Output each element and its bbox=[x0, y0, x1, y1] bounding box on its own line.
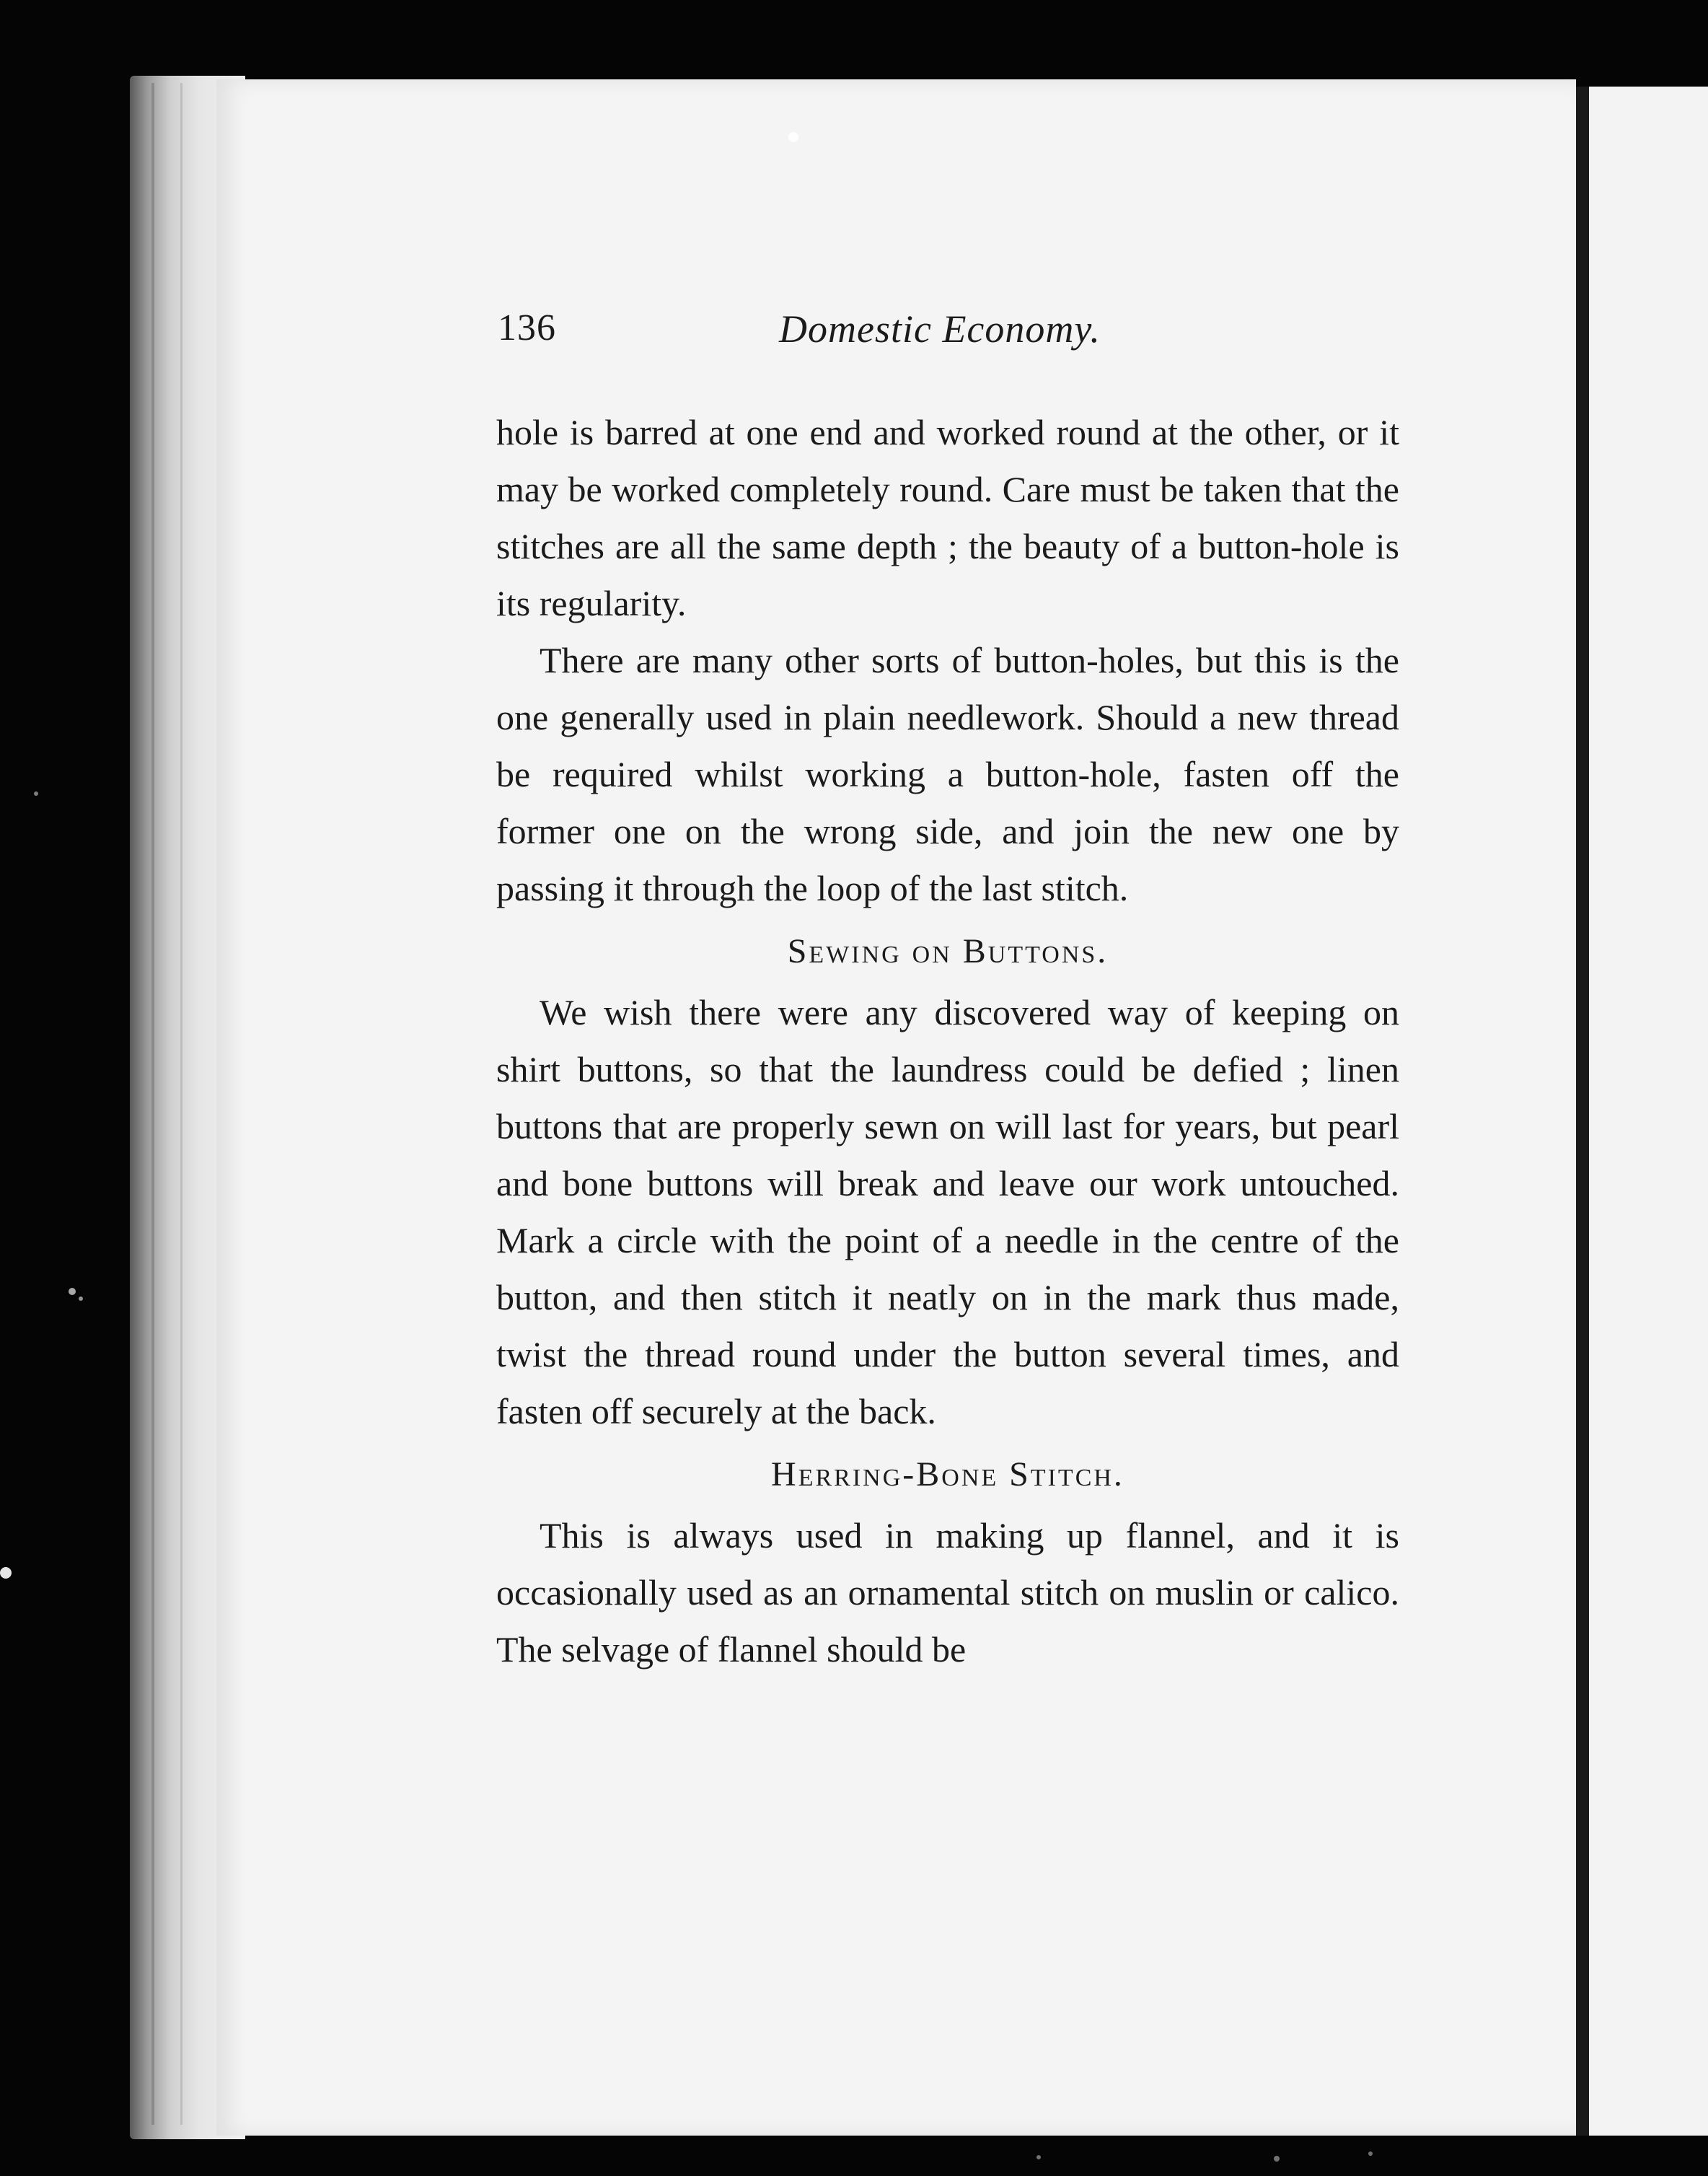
body-paragraph: There are many other sorts of button-holes, but this is the one generally used in plain needlework. Should a new thread be required whilst working a button-hole, fasten off the former one on the wrong side, and join the new one by passing it through the loop of the last stitch. bbox=[496, 640, 1399, 908]
page-number: 136 bbox=[498, 307, 556, 348]
body-paragraph: We wish there were any discovered way of keeping on shirt buttons, so that the laundress could be defied ; linen buttons that are properly sewn on will last for years, but pearl and bone buttons will break and leave our work untouched. Mark a circle with the point of a needle in the centre of the button, and then stitch it neatly on in the mark thus made, twist the thread round under the button several times, and fasten off securely at the back. bbox=[496, 992, 1399, 1431]
running-title: Domestic Economy. bbox=[779, 307, 1101, 351]
book-gutter bbox=[1576, 87, 1589, 2136]
section-heading: Sewing on Buttons. bbox=[787, 932, 1109, 970]
page-body bbox=[496, 404, 1399, 1678]
body-paragraph: This is always used in making up flannel, and it is occasionally used as an ornamental stitch on muslin or calico. The selvage of flannel should be bbox=[496, 1515, 1399, 1670]
running-header bbox=[498, 307, 1392, 364]
section-heading: Herring-Bone Stitch. bbox=[771, 1455, 1124, 1493]
body-paragraph: hole is barred at one end and worked round at the other, or it may be worked completely round. Care must be taken that the stitches are all the same depth ; the beauty of a button-hole is its regularity. bbox=[496, 412, 1399, 623]
facing-page-edge bbox=[1589, 87, 1708, 2136]
